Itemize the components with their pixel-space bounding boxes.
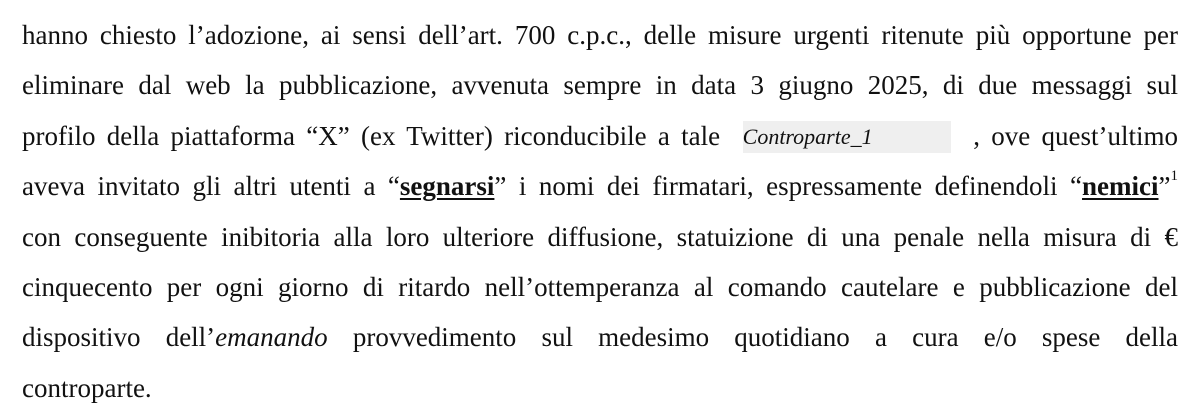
italic-word-emanando: emanando — [215, 322, 328, 353]
text-span: aveva invitato gli altri utenti a “ — [22, 171, 400, 202]
redacted-party-name: Controparte_1 — [743, 121, 951, 153]
footnote-reference[interactable]: 1 — [1170, 168, 1178, 185]
text-span: ” — [1158, 171, 1171, 202]
text-line-5 — [22, 212, 1178, 262]
text-span: dispositivo dell’ — [22, 322, 216, 353]
text-line-1 — [22, 10, 1178, 60]
text-line-7 — [22, 312, 1178, 362]
text-line-4 — [22, 161, 1178, 211]
text-span: profilo della piattaforma “X” (ex Twitter) riconducibile a tale — [22, 120, 721, 151]
text-span: con conseguente inibitoria alla loro ulteriore diffusione, statuizione di una penale nella misura di € — [22, 221, 1178, 252]
emphasized-word-segnarsi: segnarsi — [399, 171, 495, 202]
text-line-3 — [22, 111, 1178, 161]
text-span: controparte. — [22, 372, 152, 403]
text-line-6 — [22, 262, 1178, 312]
text-span: hanno chiesto l’adozione, ai sensi dell’art. 700 c.p.c., delle misure urgenti ritenute più opportune per — [22, 20, 1178, 50]
text-line-2 — [22, 60, 1178, 110]
text-span: eliminare dal web la pubblicazione, avvenuta sempre in data 3 giugno 2025, di due messaggi sul — [22, 70, 1178, 101]
emphasized-word-nemici: nemici — [1082, 171, 1159, 202]
text-span: provvedimento sul medesimo quotidiano a cura e/o spese della — [327, 322, 1178, 353]
text-span: , ove quest’ultimo — [973, 120, 1178, 151]
text-line-8 — [22, 363, 1178, 413]
text-span: ” i nomi dei firmatari, espressamente definendoli “ — [494, 171, 1083, 202]
text-span: cinquecento per ogni giorno di ritardo nell’ottemperanza al comando cautelare e pubblicazione del — [22, 271, 1178, 302]
document-text — [22, 10, 1178, 413]
